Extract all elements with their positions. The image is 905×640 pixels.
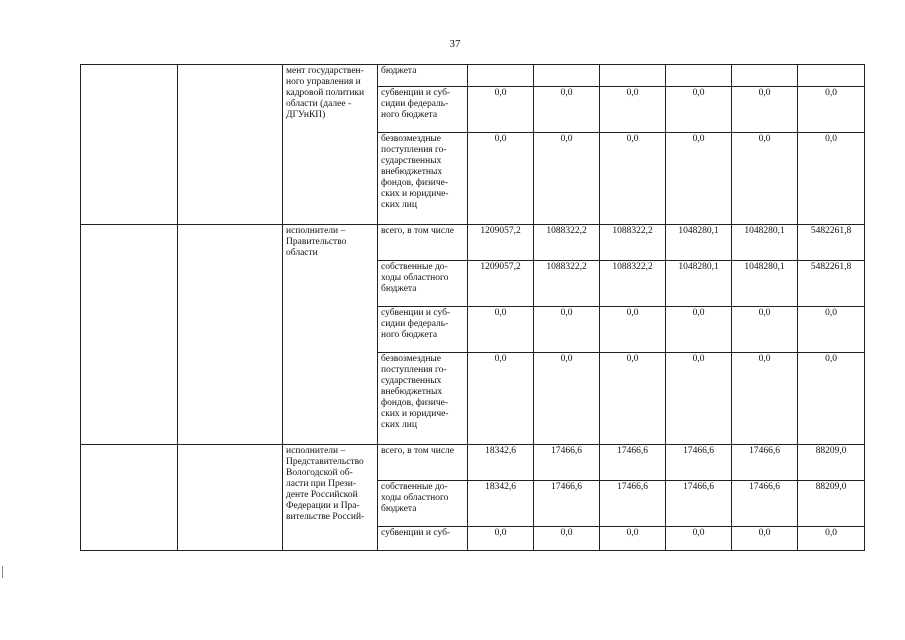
value-cell: 0,0: [732, 133, 798, 225]
task-cell: [178, 225, 283, 445]
value-cell: 0,0: [798, 87, 865, 133]
source-label: собственные до- ходы областного бюджета: [378, 261, 468, 307]
value-cell: 0,0: [534, 353, 600, 445]
source-label: бюджета: [378, 65, 468, 87]
source-label: безвозмездные поступления го- сударственных внебюджетных фондов, физиче- ских и юридиче- ских лиц: [378, 353, 468, 445]
value-cell: 0,0: [468, 353, 534, 445]
value-cell: 0,0: [666, 527, 732, 551]
value-cell: 1209057,2: [468, 261, 534, 307]
value-cell: 0,0: [600, 353, 666, 445]
value-cell: 1048280,1: [732, 261, 798, 307]
value-cell: 0,0: [732, 527, 798, 551]
value-cell: 18342,6: [468, 445, 534, 481]
value-cell: 18342,6: [468, 481, 534, 527]
value-cell: 5482261,8: [798, 225, 865, 261]
value-cell: 0,0: [732, 353, 798, 445]
value-cell: 17466,6: [600, 445, 666, 481]
value-cell: 1088322,2: [534, 225, 600, 261]
page-number: 37: [449, 38, 461, 50]
program-cell: [81, 445, 178, 551]
value-cell: 17466,6: [732, 481, 798, 527]
value-cell: 88209,0: [798, 445, 865, 481]
source-label: всего, в том числе: [378, 225, 468, 261]
value-cell: 17466,6: [534, 481, 600, 527]
value-cell: 0,0: [600, 133, 666, 225]
value-cell: 1088322,2: [600, 225, 666, 261]
value-cell: 17466,6: [600, 481, 666, 527]
value-cell: 0,0: [534, 307, 600, 353]
value-cell: 0,0: [600, 527, 666, 551]
value-cell: 0,0: [468, 133, 534, 225]
source-label: собственные до- ходы областного бюджета: [378, 481, 468, 527]
value-cell: 0,0: [798, 307, 865, 353]
value-cell: 0,0: [468, 307, 534, 353]
value-cell: 0,0: [732, 307, 798, 353]
value-cell: 1048280,1: [732, 225, 798, 261]
value-cell: [534, 65, 600, 87]
value-cell: 0,0: [534, 87, 600, 133]
source-label: субвенции и суб- сидии федераль- ного бюджета: [378, 87, 468, 133]
value-cell: 0,0: [600, 307, 666, 353]
value-cell: 0,0: [732, 87, 798, 133]
value-cell: 1048280,1: [666, 261, 732, 307]
value-cell: 1209057,2: [468, 225, 534, 261]
executor-cell: исполнители – Правительство области: [283, 225, 378, 445]
value-cell: 0,0: [798, 133, 865, 225]
value-cell: 17466,6: [666, 481, 732, 527]
value-cell: 17466,6: [732, 445, 798, 481]
value-cell: [732, 65, 798, 87]
value-cell: 0,0: [534, 527, 600, 551]
value-cell: 88209,0: [798, 481, 865, 527]
value-cell: 0,0: [666, 307, 732, 353]
table-row: [81, 225, 865, 261]
value-cell: 1088322,2: [600, 261, 666, 307]
value-cell: 1048280,1: [666, 225, 732, 261]
executor-cell: мент государствен- ного управления и кадровой политики области (далее - ДГУнКП): [283, 65, 378, 225]
program-cell: [81, 225, 178, 445]
value-cell: 0,0: [798, 353, 865, 445]
value-cell: [798, 65, 865, 87]
value-cell: 5482261,8: [798, 261, 865, 307]
value-cell: 0,0: [798, 527, 865, 551]
value-cell: 0,0: [600, 87, 666, 133]
task-cell: [178, 445, 283, 551]
value-cell: [666, 65, 732, 87]
value-cell: 0,0: [534, 133, 600, 225]
value-cell: 0,0: [666, 353, 732, 445]
task-cell: [178, 65, 283, 225]
value-cell: 17466,6: [666, 445, 732, 481]
table-row: [81, 65, 865, 87]
value-cell: [600, 65, 666, 87]
value-cell: 0,0: [468, 527, 534, 551]
executor-cell: исполнители – Представительство Вологодской об- ласти при Прези- денте Российской Федерации и Пра- вительстве Россий-: [283, 445, 378, 551]
source-label: безвозмездные поступления го- сударственных внебюджетных фондов, физиче- ских и юридиче- ских лиц: [378, 133, 468, 225]
source-label: субвенции и суб-: [378, 527, 468, 551]
value-cell: 0,0: [468, 87, 534, 133]
value-cell: 0,0: [666, 133, 732, 225]
value-cell: 17466,6: [534, 445, 600, 481]
budget-table: [80, 64, 865, 551]
margin-mark: [2, 566, 9, 578]
program-cell: [81, 65, 178, 225]
source-label: субвенции и суб- сидии федераль- ного бюджета: [378, 307, 468, 353]
value-cell: 1088322,2: [534, 261, 600, 307]
source-label: всего, в том числе: [378, 445, 468, 481]
value-cell: [468, 65, 534, 87]
table-body: [81, 65, 865, 551]
table-row: [81, 445, 865, 481]
value-cell: 0,0: [666, 87, 732, 133]
